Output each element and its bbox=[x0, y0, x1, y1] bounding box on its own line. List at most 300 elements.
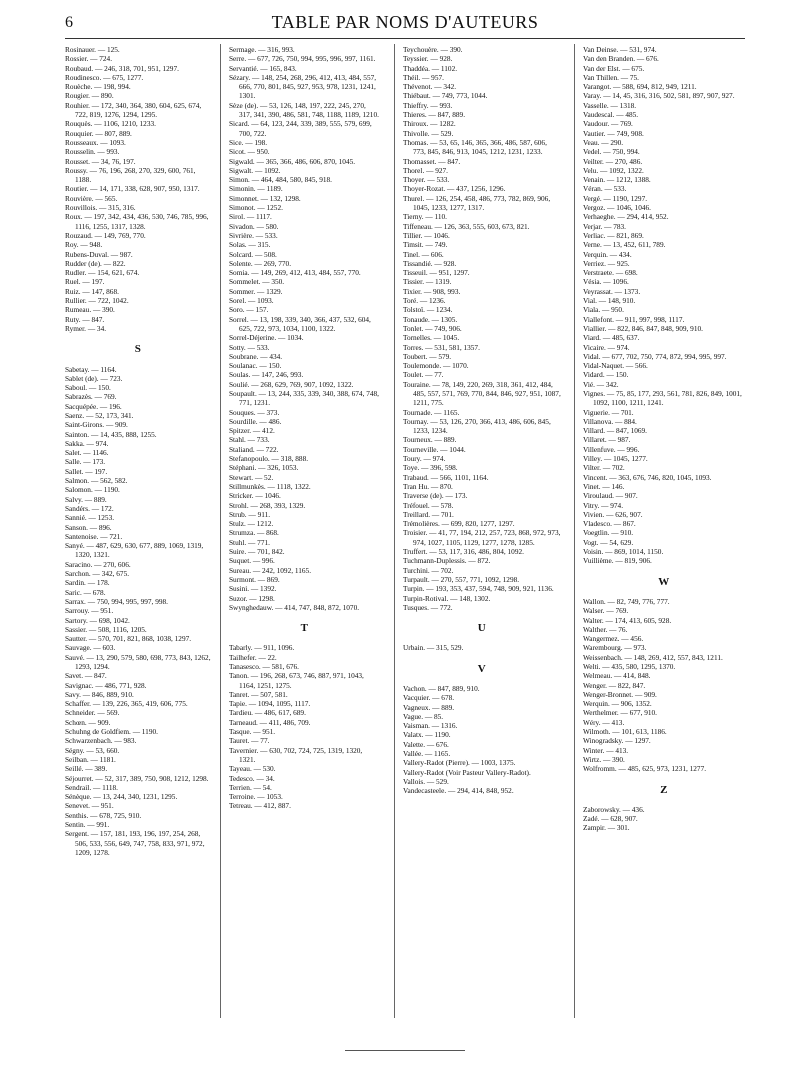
index-entry: Roussy. — 76, 196, 268, 270, 329, 600, 761, 1188. bbox=[65, 165, 196, 185]
index-entry: Sorrel. — 13, 198, 339, 340, 366, 437, 532, 604, 625, 722, 973, 1034, 1100, 1322. bbox=[229, 314, 371, 333]
index-entry: Truffert. — 53, 117, 316, 486, 804, 1092. bbox=[403, 547, 524, 557]
index-entry: Winogradsky. — 1297. bbox=[583, 736, 651, 746]
index-entry: Tusques. — 772. bbox=[403, 602, 453, 612]
index-entry: Sarchon. — 342, 675. bbox=[65, 569, 130, 579]
index-entry: Saracino. — 270, 606. bbox=[65, 559, 131, 569]
index-entry: Welti. — 435, 580, 1295, 1370. bbox=[583, 662, 676, 671]
index-entry: Salle. — 173. bbox=[65, 457, 106, 467]
index-entry: Roubaud. — 246, 318, 701, 951, 1297. bbox=[65, 63, 179, 73]
index-entry: Tisseuil. — 951, 1297. bbox=[403, 268, 470, 278]
index-entry: Thoyer. — 533. bbox=[403, 175, 450, 185]
index-entry: Tonlet. — 749, 906. bbox=[403, 323, 462, 333]
index-entry: Wilmoth. — 101, 613, 1186. bbox=[583, 727, 667, 737]
index-entry: Solcard. — 508. bbox=[229, 249, 277, 259]
index-entry: Tedesco. — 34. bbox=[229, 773, 275, 783]
index-entry: Savignac. — 486, 771, 928. bbox=[65, 680, 147, 690]
index-entry: Voisin. — 869, 1014, 1150. bbox=[583, 547, 664, 557]
index-entry: Tonaude. — 1305. bbox=[403, 314, 458, 324]
index-entry: Sivrière. — 533. bbox=[229, 230, 278, 240]
index-column-4 bbox=[583, 45, 745, 833]
index-entry: Wenger-Bronnet. — 909. bbox=[583, 689, 657, 699]
index-entry: Villey. — 1045, 1277. bbox=[583, 454, 648, 464]
index-entry: Thurel. — 126, 254, 458, 486, 773, 782, 869, 906, 1045, 1233, 1277, 1317. bbox=[403, 193, 551, 213]
index-entry: Seilban. — 1181. bbox=[65, 754, 116, 764]
index-entry: Tourneville. — 1044. bbox=[403, 444, 466, 454]
index-entry: Sabetay. — 1164. bbox=[65, 364, 117, 374]
index-entry: Wéry. — 413. bbox=[583, 717, 625, 727]
index-entry: Vergé. — 1190, 1297. bbox=[583, 193, 648, 203]
index-column-2 bbox=[229, 45, 380, 811]
footer-rule bbox=[345, 1050, 465, 1051]
index-entry: Salvy. — 889. bbox=[65, 494, 107, 504]
section-letter: Z bbox=[660, 783, 668, 796]
index-entry: Veau. — 290. bbox=[583, 137, 624, 147]
index-entry: Saric. — 678. bbox=[65, 587, 106, 597]
index-entry: Routier. — 14, 171, 338, 628, 907, 950, 1317. bbox=[65, 184, 200, 194]
index-entry: Sermage. — 316, 993. bbox=[229, 45, 295, 54]
index-entry: Teyssier. — 928. bbox=[403, 54, 453, 64]
index-entry: Treillard. — 701. bbox=[403, 509, 454, 519]
index-entry: Tinel. — 606. bbox=[403, 249, 444, 259]
index-entry: Vial. — 148, 910. bbox=[583, 296, 636, 306]
index-entry: Solas. — 315. bbox=[229, 240, 271, 250]
index-entry: Stulz. — 1212. bbox=[229, 519, 274, 529]
index-entry: Saint-Girons. — 909. bbox=[65, 420, 128, 430]
index-entry: Thivolle. — 529. bbox=[403, 128, 454, 138]
page-number: 6 bbox=[65, 14, 73, 31]
index-entry: Viroulaud. — 907. bbox=[583, 491, 638, 501]
index-entry: Vignes. — 75, 85, 177, 293, 561, 781, 826, 849, 1001, 1092, 1100, 1211, 1241. bbox=[583, 388, 742, 408]
index-entry: Somia. — 149, 269, 412, 413, 484, 557, 770. bbox=[229, 268, 361, 278]
index-entry: Spitzer. — 412. bbox=[229, 426, 275, 436]
index-entry: Sauvé. — 13, 290, 579, 580, 698, 773, 843, 1262, 1293, 1294. bbox=[65, 652, 211, 671]
index-entry: Verliac. — 821, 869. bbox=[583, 230, 644, 240]
index-entry: Vidard. — 150. bbox=[583, 370, 629, 380]
index-entry: Sorel. — 1093. bbox=[229, 296, 274, 306]
index-entry: Sardin. — 178. bbox=[65, 578, 110, 588]
index-entry: Thieres. — 847, 889. bbox=[403, 110, 466, 120]
index-entry: Ruiz. — 147, 868. bbox=[65, 286, 119, 296]
index-entry: Timsit. — 749. bbox=[403, 240, 448, 250]
index-entry: Swynghedauw. — 414, 747, 848, 872, 1070. bbox=[229, 602, 360, 612]
index-entry: Voegtlin. — 910. bbox=[583, 528, 634, 538]
index-entry: Servantié. — 165, 843. bbox=[229, 63, 297, 73]
index-entry: Schwarzenbach. — 983. bbox=[65, 736, 137, 746]
index-entry: Rouquier. — 807, 889. bbox=[65, 128, 132, 138]
index-entry: Vuillième. — 819, 906. bbox=[583, 556, 652, 566]
index-entry: Ruty. — 847. bbox=[65, 314, 105, 324]
index-entry: Varangot. — 588, 694, 812, 949, 1211. bbox=[583, 82, 697, 92]
index-entry: Tayeau. — 530. bbox=[229, 764, 276, 774]
column-divider bbox=[394, 44, 395, 1018]
index-entry: Vergoz. — 1046, 1046. bbox=[583, 203, 651, 213]
index-entry: Villanova. — 884. bbox=[583, 416, 637, 426]
index-entry: Sotty. — 533. bbox=[229, 342, 270, 352]
index-entry: Trabaud. — 566, 1101, 1164. bbox=[403, 472, 489, 482]
index-entry: Seillé. — 389. bbox=[65, 764, 108, 774]
index-entry: Vésia. — 1096. bbox=[583, 277, 629, 287]
index-entry: Vaisman. — 1316. bbox=[403, 721, 458, 731]
index-entry: Salmon. — 562, 582. bbox=[65, 476, 128, 486]
index-entry: Schaffer. — 139, 226, 365, 419, 606, 775. bbox=[65, 699, 188, 709]
index-entry: Sarrax. — 750, 994, 995, 997, 998. bbox=[65, 596, 168, 606]
index-entry: Sanson. — 896. bbox=[65, 522, 112, 532]
index-entry: Tailhefer. — 22. bbox=[229, 652, 277, 662]
index-entry: Vicaire. — 974. bbox=[583, 342, 630, 352]
index-entry: Rullier. — 722, 1042. bbox=[65, 296, 129, 306]
index-entry: Tourneux. — 889. bbox=[403, 435, 457, 445]
index-entry: Sacquépée. — 196. bbox=[65, 401, 122, 411]
index-entry: Suzor. — 1298. bbox=[229, 593, 275, 603]
index-entry: Ségny. — 53, 660. bbox=[65, 745, 120, 755]
index-entry: Warembourg. — 973. bbox=[583, 643, 647, 653]
index-entry: Tanasesco. — 581, 676. bbox=[229, 662, 300, 671]
index-entry: Stéphani. — 326, 1053. bbox=[229, 463, 299, 473]
index-entry: Vitry. — 974. bbox=[583, 500, 624, 510]
index-entry: Sakka. — 974. bbox=[65, 438, 109, 448]
index-entry: Verne. — 13, 452, 611, 789. bbox=[583, 240, 666, 250]
index-entry: Sicard. — 64, 123, 244, 339, 389, 555, 579, 699, 700, 722. bbox=[229, 119, 372, 138]
index-entry: Tiffeneau. — 126, 363, 555, 603, 673, 821. bbox=[403, 221, 530, 231]
index-entry: Vié. — 342. bbox=[583, 379, 619, 389]
index-entry: Strumza. — 868. bbox=[229, 528, 279, 538]
index-entry: Roy. — 948. bbox=[65, 240, 103, 250]
index-entry: Schœn. — 909. bbox=[65, 717, 111, 727]
index-entry: Vasselle. — 1318. bbox=[583, 100, 637, 110]
index-entry: Surmont. — 869. bbox=[229, 574, 280, 584]
index-entry: Sice. — 198. bbox=[229, 137, 268, 147]
index-entry: Vallery-Radot (Pierre). — 1003, 1375. bbox=[403, 758, 516, 768]
section-letter: S bbox=[134, 343, 142, 356]
index-entry: Viallier. — 822, 846, 847, 848, 909, 910. bbox=[583, 323, 703, 333]
index-entry: Vidal. — 677, 702, 750, 774, 872, 994, 995, 997. bbox=[583, 351, 727, 361]
index-column-3 bbox=[403, 45, 561, 796]
index-entry: Villaret. — 987. bbox=[583, 435, 631, 445]
index-entry: Sauvage. — 603. bbox=[65, 643, 116, 653]
index-entry: Roudinesco. — 675, 1277. bbox=[65, 72, 144, 82]
index-entry: Suire. — 701, 842. bbox=[229, 547, 285, 557]
index-entry: Rougier. — 890. bbox=[65, 91, 114, 101]
index-entry: Rouèche. — 198, 994. bbox=[65, 82, 131, 92]
index-entry: Rouvillois. — 315, 316. bbox=[65, 203, 136, 213]
index-entry: Turchini. — 702. bbox=[403, 565, 454, 575]
index-entry: Sabrazès. — 769. bbox=[65, 392, 117, 402]
index-entry: Toury. — 974. bbox=[403, 454, 446, 464]
index-entry: Thoyer-Rozat. — 437, 1256, 1296. bbox=[403, 184, 506, 194]
index-entry: Tabarly. — 911, 1096. bbox=[229, 643, 295, 653]
index-entry: Stahl. — 733. bbox=[229, 435, 270, 445]
index-entry: Tornelles. — 1045. bbox=[403, 333, 460, 343]
index-entry: Vincent. — 363, 676, 746, 820, 1045, 1093. bbox=[583, 472, 712, 482]
index-entry: Tardieu. — 486, 617, 689. bbox=[229, 708, 306, 718]
index-entry: Tillier. — 1046. bbox=[403, 230, 450, 240]
index-entry: Vallois. — 529. bbox=[403, 776, 449, 786]
index-entry: Varay. — 14, 45, 316, 316, 502, 581, 897, 907, 927. bbox=[583, 91, 735, 101]
index-entry: Senthis. — 678, 725, 910. bbox=[65, 810, 142, 820]
index-entry: Saboul. — 150. bbox=[65, 383, 111, 393]
index-entry: Soro. — 157. bbox=[229, 305, 269, 315]
index-entry: Sanyé. — 487, 629, 630, 677, 889, 1069, 1319, 1320, 1321. bbox=[65, 541, 204, 560]
index-entry: Wenger. — 822, 847. bbox=[583, 680, 646, 690]
index-entry: Sergent. — 157, 181, 193, 196, 197, 254, 268, 506, 533, 556, 649, 747, 758, 833, 971, 972, 1209, 1278. bbox=[65, 829, 205, 857]
index-entry: Sainton. — 14, 435, 888, 1255. bbox=[65, 429, 157, 439]
index-entry: Thomas. — 53, 65, 146, 365, 366, 486, 587, 606, 773, 845, 846, 913, 1045, 1212, 1231, 1233. bbox=[403, 137, 547, 157]
index-entry: Stillmunkès. — 1118, 1322. bbox=[229, 481, 311, 491]
index-entry: Stefanopoulo. — 318, 888. bbox=[229, 454, 309, 464]
section-letter: V bbox=[477, 662, 487, 675]
index-entry: Vinet. — 146. bbox=[583, 481, 625, 491]
index-entry: Tuchmann-Duplessis. — 872. bbox=[403, 556, 491, 566]
index-entry: Sigwald. — 365, 366, 486, 606, 870, 1045. bbox=[229, 156, 356, 166]
index-entry: Simonin. — 1189. bbox=[229, 184, 283, 194]
index-entry: Villard. — 847, 1069. bbox=[583, 426, 648, 436]
index-entry: Simonnet. — 132, 1298. bbox=[229, 193, 301, 203]
index-entry: Troisier. — 41, 77, 194, 212, 257, 723, 868, 972, 973, 974, 1027, 1105, 1129, 1277, 1278, 1285. bbox=[403, 528, 561, 547]
index-entry: Turpault. — 270, 557, 771, 1092, 1298. bbox=[403, 574, 520, 584]
index-entry: Sèze (de). — 53, 126, 148, 197, 222, 245, 270, 317, 341, 390, 486, 581, 748, 1188, 1189, 1210. bbox=[229, 100, 379, 120]
index-entry: Staliand. — 722. bbox=[229, 444, 279, 454]
index-entry: Touraine. — 78, 149, 220, 269, 318, 361, 412, 484, 485, 557, 571, 769, 770, 844, 846, 927, 951, 1087, 1211, 775. bbox=[403, 379, 561, 408]
index-entry: Sautter. — 570, 701, 821, 868, 1038, 1297. bbox=[65, 634, 192, 644]
index-entry: Roux. — 197, 342, 434, 436, 530, 746, 785, 996, 1116, 1255, 1317, 1328. bbox=[65, 212, 209, 231]
index-entry: Tournade. — 1165. bbox=[403, 407, 460, 417]
index-entry: Sentin. — 991. bbox=[65, 820, 110, 830]
index-entry: Rubens-Duval. — 987. bbox=[65, 249, 133, 259]
index-entry: Rousseaux. — 1093. bbox=[65, 137, 126, 147]
index-entry: Rouquès. — 1106, 1210, 1233. bbox=[65, 119, 156, 129]
index-entry: Sassier. — 508, 1116, 1205. bbox=[65, 624, 147, 634]
index-entry: Stricker. — 1046. bbox=[229, 491, 281, 501]
index-entry: Thorel. — 927. bbox=[403, 165, 448, 175]
index-entry: Sannié. — 1253. bbox=[65, 513, 115, 523]
index-entry: Vilter. — 702. bbox=[583, 463, 625, 473]
index-entry: Séjourret. — 52, 317, 389, 750, 908, 1212, 1298. bbox=[65, 773, 209, 783]
index-entry: Tavernier. — 630, 702, 724, 725, 1319, 1320, 1321. bbox=[229, 745, 363, 764]
index-entry: Zampir. — 301. bbox=[583, 823, 630, 833]
index-entry: Winter. — 413. bbox=[583, 745, 629, 755]
index-entry: Verstraete. — 698. bbox=[583, 268, 638, 278]
index-entry: Velu. — 1092, 1322. bbox=[583, 165, 644, 175]
index-entry: Vautier. — 749, 908. bbox=[583, 128, 644, 138]
index-entry: Sommer. — 1329. bbox=[229, 286, 283, 296]
index-entry: Traverse (de). — 173. bbox=[403, 491, 468, 501]
page-header bbox=[65, 10, 745, 36]
index-entry: Terroine. — 1053. bbox=[229, 792, 283, 802]
index-entry: Van den Branden. — 676. bbox=[583, 54, 659, 64]
index-entry: Susini. — 1392. bbox=[229, 584, 277, 594]
index-entry: Vandecasteele. — 294, 414, 848, 952. bbox=[403, 786, 514, 796]
index-entry: Valatx. — 1190. bbox=[403, 730, 451, 740]
index-entry: Turpin-Rotival. — 148, 1302. bbox=[403, 593, 491, 603]
section-letter: U bbox=[477, 622, 487, 635]
index-entry: Verjar. — 783. bbox=[583, 221, 626, 231]
index-entry: Théil. — 957. bbox=[403, 72, 444, 82]
index-entry: Strub. — 911. bbox=[229, 509, 271, 519]
index-entry: Soulas. — 147, 246, 993. bbox=[229, 370, 304, 380]
index-entry: Santenoise. — 721. bbox=[65, 531, 123, 541]
index-entry: Rosinauer. — 125. bbox=[65, 45, 120, 54]
index-entry: Sénèque. — 13, 244, 340, 1231, 1295. bbox=[65, 792, 178, 802]
index-entry: Sablet (de). — 723. bbox=[65, 373, 123, 383]
column-divider bbox=[574, 44, 575, 1018]
index-entry: Schneider. — 569. bbox=[65, 708, 120, 718]
index-entry: Savy. — 846, 889, 910. bbox=[65, 689, 134, 699]
index-entry: Rouhier. — 172, 340, 364, 380, 604, 625, 674, 722, 819, 1276, 1294, 1295. bbox=[65, 100, 202, 120]
index-entry: Tixier. — 908, 993. bbox=[403, 286, 461, 296]
index-entry: Sallet. — 197. bbox=[65, 466, 108, 476]
index-entry: Suquet. — 996. bbox=[229, 556, 275, 566]
index-entry: Sartory. — 698, 1042. bbox=[65, 615, 130, 625]
index-entry: Tréfouel. — 578. bbox=[403, 500, 454, 510]
index-entry: Tapie. — 1094, 1095, 1117. bbox=[229, 699, 311, 709]
index-entry: Villenfuve. — 996. bbox=[583, 444, 640, 454]
index-entry: Rumeau. — 390. bbox=[65, 305, 115, 315]
index-entry: Zadé. — 628, 907. bbox=[583, 814, 638, 824]
index-entry: Toubert. — 579. bbox=[403, 351, 452, 361]
index-entry: Vachon. — 847, 889, 910. bbox=[403, 684, 480, 693]
index-entry: Veyrassat. — 1373. bbox=[583, 286, 641, 296]
index-entry: Rousset. — 34, 76, 197. bbox=[65, 156, 136, 166]
index-entry: Verquin. — 434. bbox=[583, 249, 632, 259]
index-column-1 bbox=[65, 45, 211, 857]
index-entry: Soulié. — 268, 629, 769, 907, 1092, 1322. bbox=[229, 379, 354, 389]
index-entry: Trémolières. — 699, 820, 1277, 1297. bbox=[403, 519, 515, 529]
index-entry: Viallefont. — 911, 997, 998, 1117. bbox=[583, 314, 685, 324]
index-entry: Soupault. — 13, 244, 335, 339, 340, 388, 674, 748, 771, 1231. bbox=[229, 388, 379, 408]
index-entry: Sureau. — 242, 1092, 1165. bbox=[229, 565, 312, 575]
index-entry: Sarrouy. — 951. bbox=[65, 606, 114, 616]
index-entry: Rudler. — 154, 621, 674. bbox=[65, 268, 140, 278]
index-entry: Sicot. — 950. bbox=[229, 147, 270, 157]
index-entry: Tetreau. — 412, 887. bbox=[229, 801, 291, 811]
index-entry: Weissenbach. — 148, 269, 412, 557, 843, 1211. bbox=[583, 652, 723, 662]
index-entry: Sommelet. — 350. bbox=[229, 277, 285, 287]
index-entry: Soubrane. — 434. bbox=[229, 351, 283, 361]
index-entry: Turpin. — 193, 353, 437, 594, 748, 909, 921, 1136. bbox=[403, 584, 554, 594]
index-entry: Tarneaud. — 411, 486, 709. bbox=[229, 717, 311, 727]
index-entry: Senevet. — 951. bbox=[65, 801, 114, 811]
index-entry: Viala. — 950. bbox=[583, 305, 624, 315]
index-entry: Terrien. — 54. bbox=[229, 782, 272, 792]
index-entry: Vladesco. — 867. bbox=[583, 519, 636, 529]
index-entry: Stewart. — 52. bbox=[229, 472, 274, 482]
column-divider bbox=[220, 44, 221, 1018]
index-entry: Rudder (de). — 822. bbox=[65, 258, 126, 268]
index-entry: Welmeau. — 414, 848. bbox=[583, 671, 651, 681]
index-entry: Werthelmer. — 677, 910. bbox=[583, 708, 657, 718]
index-entry: Sivadon. — 580. bbox=[229, 221, 279, 231]
index-entry: Stuhl. — 771. bbox=[229, 537, 270, 547]
index-entry: Sourdille. — 486. bbox=[229, 416, 282, 426]
index-entry: Sirol. — 1117. bbox=[229, 212, 272, 222]
index-entry: Vaudour. — 769. bbox=[583, 119, 633, 129]
index-entry: Walther. — 76. bbox=[583, 624, 628, 634]
index-entry: Zaborowsky. — 436. bbox=[583, 804, 645, 814]
index-entry: Vogt. — 54, 629. bbox=[583, 537, 634, 547]
index-entry: Rousselin. — 993. bbox=[65, 147, 120, 157]
index-entry: Verhaeghe. — 294, 414, 952. bbox=[583, 212, 669, 222]
index-entry: Thaddéa. — 1102. bbox=[403, 63, 458, 73]
index-entry: Viguerie. — 701. bbox=[583, 407, 634, 417]
index-entry: Toré. — 1236. bbox=[403, 296, 446, 306]
index-entry: Tierny. — 110. bbox=[403, 212, 447, 222]
index-entry: Vedel. — 750, 994. bbox=[583, 147, 640, 157]
index-entry: Vidal-Naquet. — 566. bbox=[583, 361, 648, 371]
index-entry: Simon. — 464, 484, 580, 845, 918. bbox=[229, 175, 332, 185]
index-entry: Thomasset. — 847. bbox=[403, 156, 461, 166]
index-entry: Verriez. — 925. bbox=[583, 258, 630, 268]
index-entry: Rossier. — 724. bbox=[65, 54, 113, 64]
index-entry: Wangermez. — 456. bbox=[583, 634, 644, 644]
index-entry: Vaudescal. — 485. bbox=[583, 110, 639, 120]
index-entry: Salomon. — 1190. bbox=[65, 485, 120, 495]
index-entry: Thieffry. — 993. bbox=[403, 100, 453, 110]
index-entry: Urbain. — 315, 529. bbox=[403, 643, 464, 653]
index-entry: Tissandié. — 928. bbox=[403, 258, 457, 268]
index-entry: Rymer. — 34. bbox=[65, 323, 107, 333]
index-entry: Véran. — 533. bbox=[583, 184, 627, 194]
index-entry: Wirtz. — 390. bbox=[583, 754, 625, 764]
index-entry: Tolstoï. — 1234. bbox=[403, 305, 453, 315]
index-entry: Thiébaut. — 749, 773, 1044. bbox=[403, 91, 488, 101]
index-entry: Walter. — 174, 413, 605, 928. bbox=[583, 615, 672, 625]
section-letter: T bbox=[300, 622, 309, 635]
index-entry: Tanon. — 196, 268, 673, 746, 887, 971, 1043, 1164, 1251, 1275. bbox=[229, 671, 364, 690]
index-entry: Tasque. — 951. bbox=[229, 727, 276, 737]
index-entry: Tissier. — 1319. bbox=[403, 277, 452, 287]
index-entry: Toye. — 396, 598. bbox=[403, 463, 458, 473]
index-entry: Savet. — 847. bbox=[65, 671, 107, 681]
index-entry: Viard. — 485, 637. bbox=[583, 333, 640, 343]
index-entry: Van der Elst. — 675. bbox=[583, 63, 645, 73]
index-entry: Walser. — 769. bbox=[583, 606, 629, 616]
index-entry: Soulanac. — 150. bbox=[229, 361, 282, 371]
index-entry: Vague. — 85. bbox=[403, 711, 444, 721]
index-entry: Vallée. — 1165. bbox=[403, 749, 451, 759]
index-entry: Sorrel-Déjerine. — 1034. bbox=[229, 333, 304, 343]
index-entry: Sézary. — 148, 254, 268, 296, 412, 413, 484, 557, 666, 770, 801, 845, 927, 953, 978, 1231, 1241, 1301. bbox=[229, 72, 377, 101]
index-entry: Strohl. — 268, 393, 1329. bbox=[229, 500, 306, 510]
index-entry: Valette. — 676. bbox=[403, 739, 449, 749]
page-title: TABLE PAR NOMS D'AUTEURS bbox=[271, 12, 539, 32]
index-entry: Toulemonde. — 1070. bbox=[403, 361, 469, 371]
index-entry: Solente. — 269, 770. bbox=[229, 258, 292, 268]
header-rule bbox=[65, 38, 745, 39]
index-entry: Rouvière. — 565. bbox=[65, 193, 118, 203]
index-entry: Vivien. — 626, 907. bbox=[583, 509, 643, 519]
index-entry: Saenz. — 52, 173, 341. bbox=[65, 410, 134, 420]
index-entry: Thiroux. — 1282. bbox=[403, 119, 456, 129]
index-entry: Veilter. — 270, 486. bbox=[583, 156, 643, 166]
index-entry: Ruel. — 197. bbox=[65, 277, 105, 287]
index-entry: Thévenot. — 342. bbox=[403, 82, 457, 92]
index-entry: Vallery-Radot (Voir Pasteur Vallery-Radot). bbox=[403, 767, 531, 777]
index-entry: Werquin. — 906, 1352. bbox=[583, 699, 652, 709]
index-entry: Tauret. — 77. bbox=[229, 736, 270, 746]
index-entry: Tanret. — 507, 581. bbox=[229, 689, 288, 699]
section-letter: W bbox=[658, 575, 670, 588]
index-entry: Venain. — 1212, 1388. bbox=[583, 175, 651, 185]
index-entry: Wolfromm. — 485, 625, 973, 1231, 1277. bbox=[583, 764, 707, 774]
index-entry: Torres. — 531, 581, 1357. bbox=[403, 342, 480, 352]
index-entry: Vagneux. — 889. bbox=[403, 702, 455, 712]
index-entry: Tran Hu. — 870. bbox=[403, 481, 453, 491]
index-entry: Van Deinse. — 531, 974. bbox=[583, 45, 657, 54]
index-entry: Vacquier. — 678. bbox=[403, 693, 455, 703]
index-entry: Salet. — 1146. bbox=[65, 448, 109, 458]
index-entry: Simonot. — 1252. bbox=[229, 203, 283, 213]
index-entry: Rouzaud. — 149, 769, 770. bbox=[65, 230, 146, 240]
